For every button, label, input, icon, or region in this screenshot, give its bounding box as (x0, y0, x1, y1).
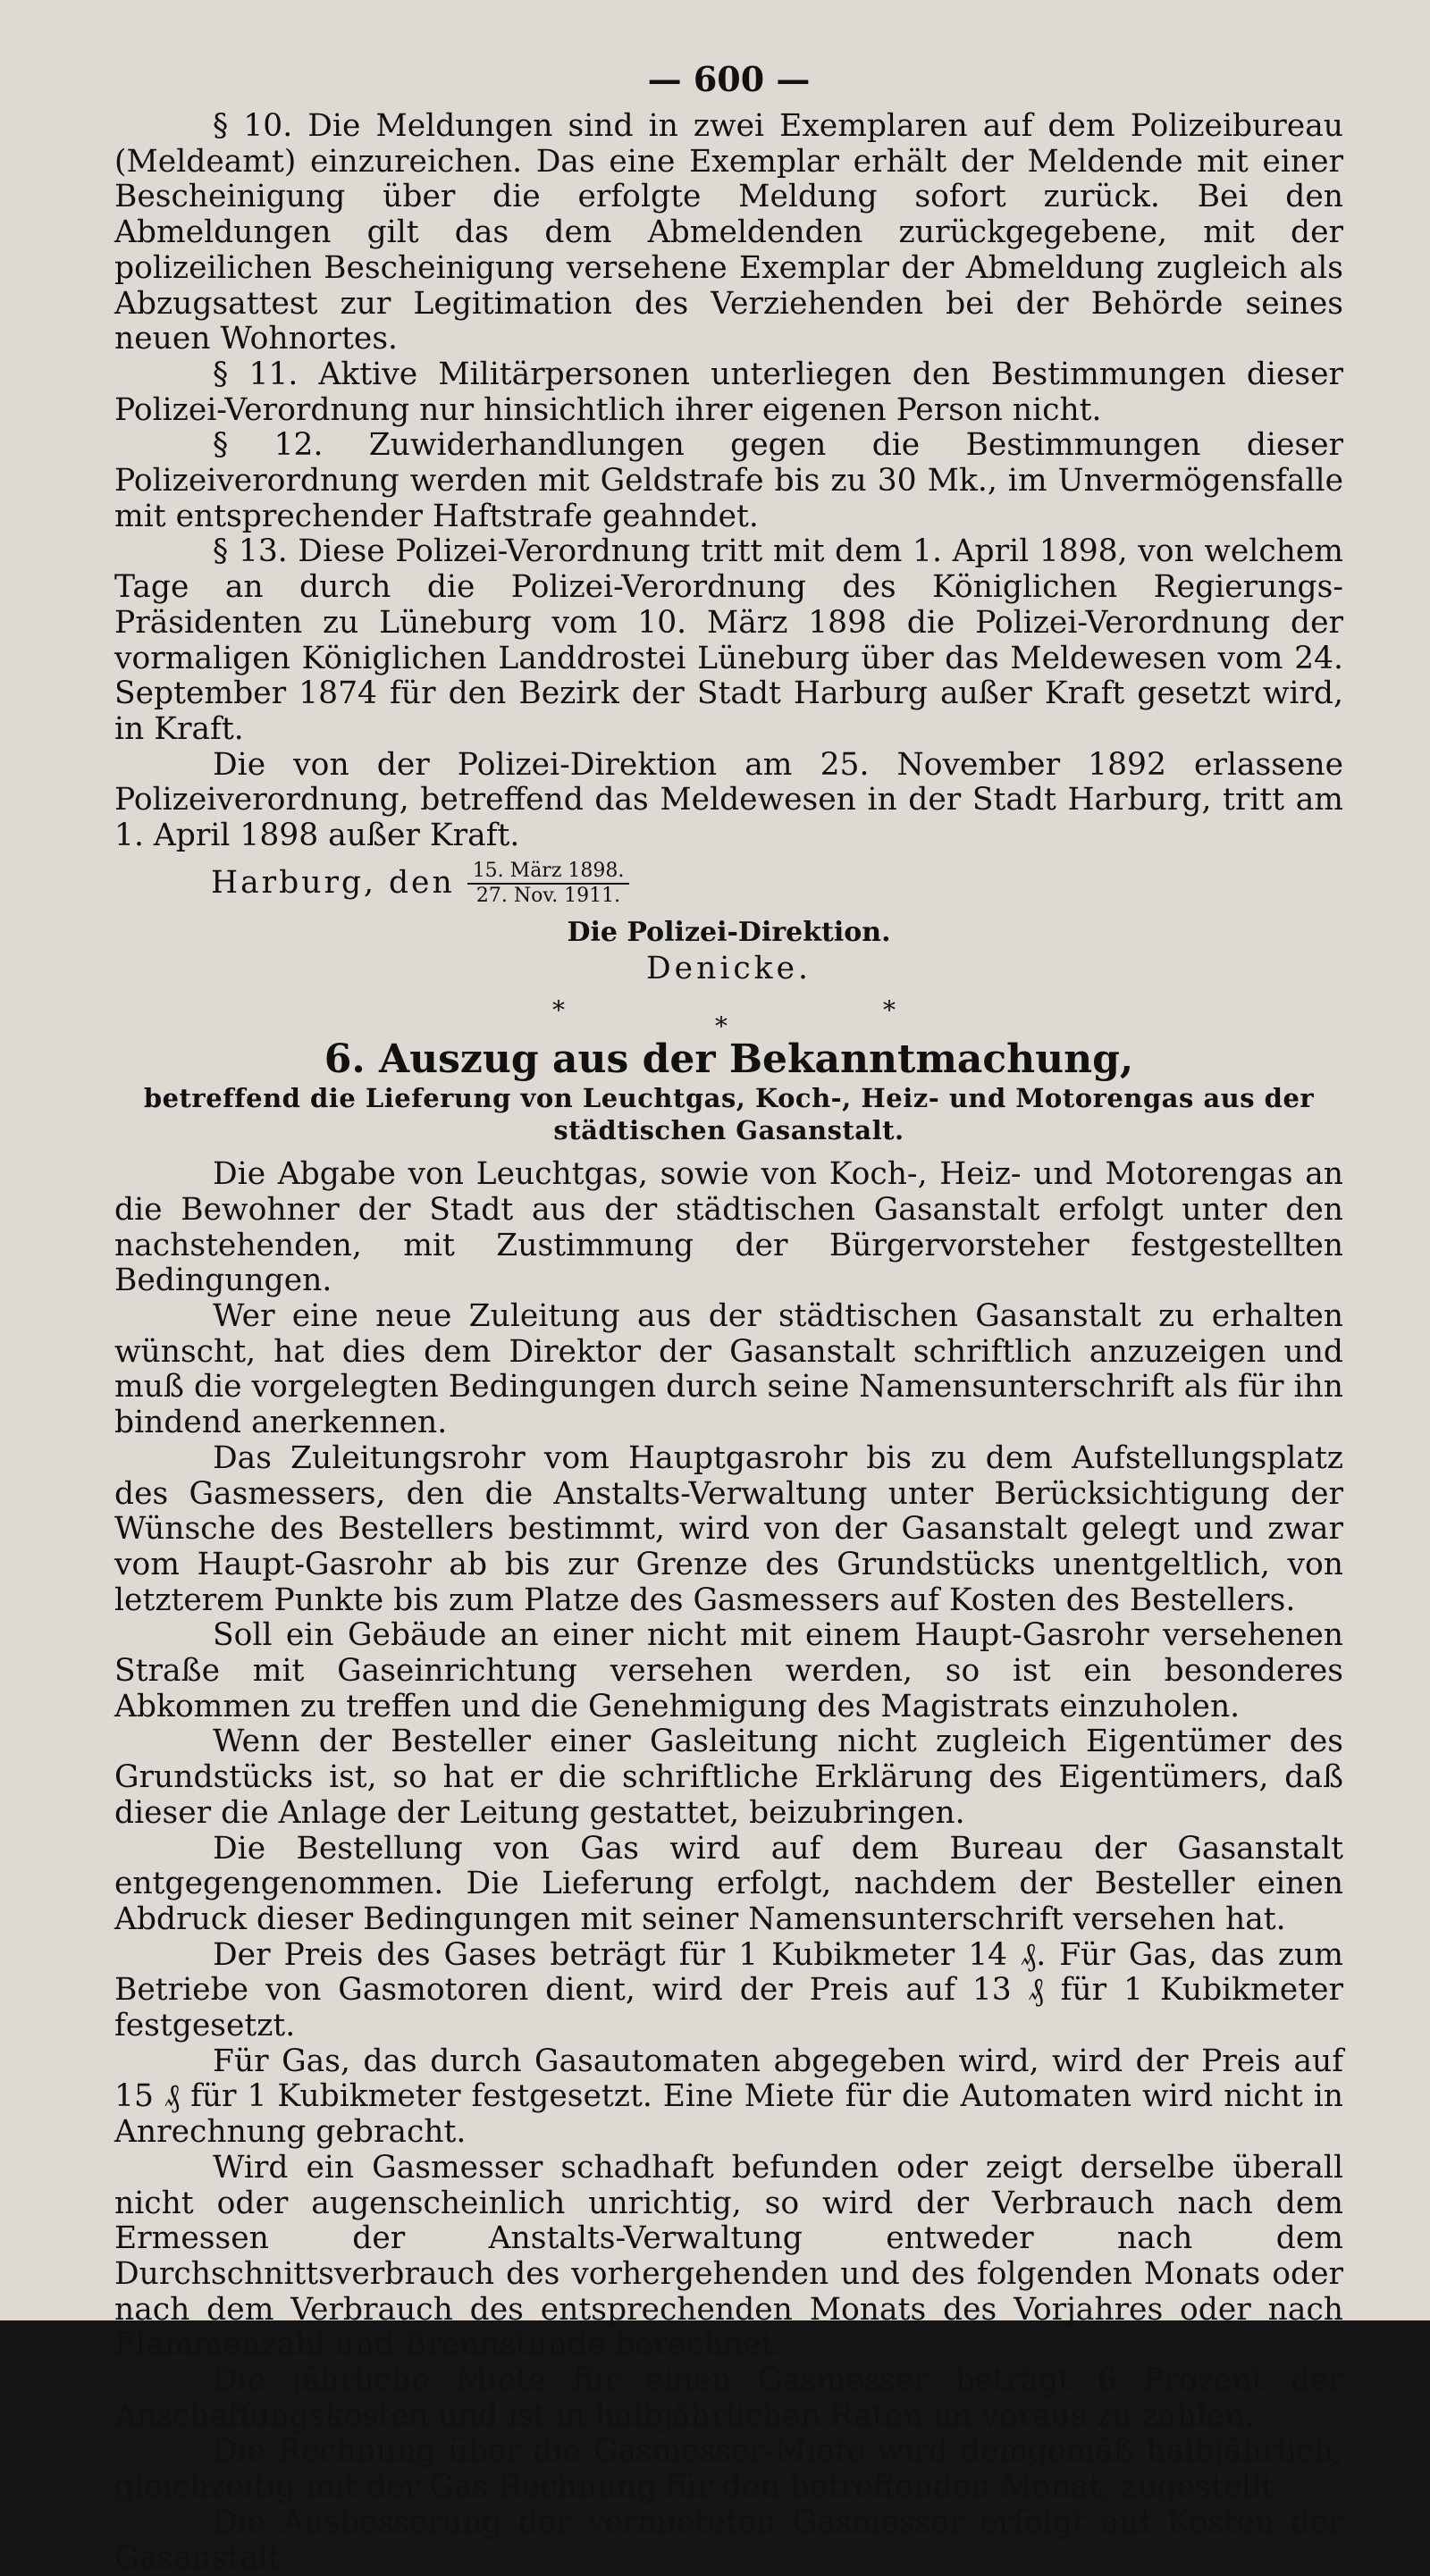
paragraph-rent-invoice: Die Rechnung über die Gasmesser-Miete wird demgemäß halbjährlich, gleichzeitig mit der Gas-Rechnung für den betreffenden Monat, zugestellt. (114, 2433, 1343, 2505)
signatory-name: Denicke. (646, 951, 812, 987)
page-number: — 600 — (647, 59, 811, 99)
section-title: 6. Auszug aus der Bekanntmachung, (324, 1036, 1134, 1083)
paragraph-faulty-meter: Wird ein Gasmesser schadhaft befunden oder zeigt derselbe überall nicht oder augenscheinlich unrichtig, so wird der Verbrauch nach dem Ermessen der Anstalts-Verwaltung entweder nach dem Durchschnittsverbrauch des vorhergehenden und des folgenden Monats oder nach dem Verbrauch des entsprechenden Monats des Vorjahres oder nach Flammenzahl und Brennstunde berechnet. (114, 2149, 1343, 2363)
paragraph-gas-price: Der Preis des Gases beträgt für 1 Kubikmeter 14 ₰. Für Gas, das zum Betriebe von Gasmotoren dient, wird der Preis auf 13 ₰ für 1 Kubikmeter festgesetzt. (114, 1936, 1343, 2044)
paragraph-section-12: § 12. Zuwiderhandlungen gegen die Bestimmungen dieser Polizeiverordnung werden mit Geldstrafe bis zu 30 Mk., im Unvermögensfalle mit entsprechender Haftstrafe geahndet. (114, 427, 1343, 534)
date-line (211, 860, 1343, 908)
section-divider (114, 989, 1343, 1042)
date-original: 15. März 1898. (467, 860, 630, 885)
paragraph-unpiped-street: Soll ein Gebäude an einer nicht mit einem Haupt-Gasrohr versehenen Straße mit Gaseinrichtung versehen werden, so ist ein besonderes Abkommen zu treffen und die Genehmigung des Magistrats einzuholen. (114, 1617, 1343, 1724)
date-amended: 27. Nov. 1911. (475, 884, 621, 907)
asterisk-icon: * (552, 995, 565, 1026)
date-place-label: Harburg, den (211, 864, 455, 901)
asterisk-icon: * (715, 1011, 728, 1042)
paragraph-automat-price: Für Gas, das durch Gasautomaten abgegeben wird, wird der Preis auf 15 ₰ für 1 Kubikmeter festgesetzt. Eine Miete für die Automaten wird nicht in Anrechnung gebracht. (114, 2043, 1343, 2151)
issuing-authority: Die Polizei-Direktion. (567, 916, 891, 948)
paragraph-new-connection: Wer eine neue Zuleitung aus der städtischen Gasanstalt zu erhalten wünscht, hat dies dem Direktor der Gasanstalt schriftlich anzuzeigen und muß die vorgelegten Bedingungen durch seine Namensunterschrift als für ihn bindend anerkennen. (114, 1297, 1343, 1441)
paragraph-repairs: Die Ausbesserung der vermieteten Gasmesser erfolgt auf Kosten der Gasanstalt. (114, 2504, 1343, 2576)
paragraph-meter-rent: Die jährliche Miete für einen Gasmesser beträgt 6 Prozent der Anschaffungskosten und ist in halbjährlichen Raten im voraus zu zahlen. (114, 2362, 1343, 2434)
paragraph-owner-consent: Wenn der Besteller einer Gasleitung nicht zugleich Eigentümer des Grundstücks ist, so hat er die schriftliche Erklärung des Eigentümers, daß dieser die Anlage der Leitung gestattet, beizubringen. (114, 1724, 1343, 1831)
paragraph-section-10: § 10. Die Meldungen sind in zwei Exemplaren auf dem Polizeibureau (Meldeamt) einzureichen. Das eine Exemplar erhält der Meldende mit einer Bescheinigung über die erfolgte Meldung sofort zurück. Bei den Abmeldungen gilt das dem Abmeldenden zurückgegebene, mit der polizeilichen Bescheinigung versehene Exemplar der Abmeldung zugleich als Abzugsattest zur Legitimation des Verziehenden bei der Behörde seines neuen Wohnortes. (114, 108, 1343, 357)
paragraph-ordering: Die Bestellung von Gas wird auf dem Bureau der Gasanstalt entgegengenommen. Die Lieferung erfolgt, nachdem der Besteller einen Abdruck dieser Bedingungen mit seiner Namensunterschrift versehen hat. (114, 1830, 1343, 1937)
asterisk-icon: * (883, 995, 896, 1026)
paragraph-section-11: § 11. Aktive Militärpersonen unterliegen den Bestimmungen dieser Polizei-Verordnung nur hinsichtlich ihrer eigenen Person nicht. (114, 356, 1343, 428)
paragraph-section-13: § 13. Diese Polizei-Verordnung tritt mit dem 1. April 1898, von welchem Tage an durch die Polizei-Verordnung des Königlichen Regierungs-Präsidenten zu Lüneburg vom 10. März 1898 die Polizei-Verordnung der vormaligen Königlichen Landdrostei Lüneburg über das Meldewesen vom 24. September 1874 für den Bezirk der Stadt Harburg außer Kraft gesetzt wird, in Kraft. (114, 533, 1343, 747)
section-subtitle: betreffend die Lieferung von Leuchtgas, Koch-, Heiz- und Motorengas aus der städtischen Gasanstalt. (143, 1083, 1315, 1146)
date-fraction (467, 860, 630, 908)
paragraph-repeal: Die von der Polizei-Direktion am 25. November 1892 erlassene Polizeiverordnung, betreffend das Meldewesen in der Stadt Harburg, tritt am 1. April 1898 außer Kraft. (114, 746, 1343, 854)
page-content (114, 59, 1343, 2576)
paragraph-supply-pipe: Das Zuleitungsrohr vom Hauptgasrohr bis zu dem Aufstellungsplatz des Gasmessers, den die Anstalts-Verwaltung unter Berücksichtigung der Wünsche des Bestellers bestimmt, wird von der Gasanstalt gelegt und zwar vom Haupt-Gasrohr ab bis zur Grenze des Grundstücks unentgeltlich, von letzterem Punkte bis zum Platze des Gasmessers auf Kosten des Bestellers. (114, 1439, 1343, 1618)
paragraph-intro: Die Abgabe von Leuchtgas, sowie von Koch-, Heiz- und Motorengas an die Bewohner der Stadt aus der städtischen Gasanstalt erfolgt unter den nachstehenden, mit Zustimmung der Bürgervorsteher festgestellten Bedingungen. (114, 1156, 1343, 1299)
